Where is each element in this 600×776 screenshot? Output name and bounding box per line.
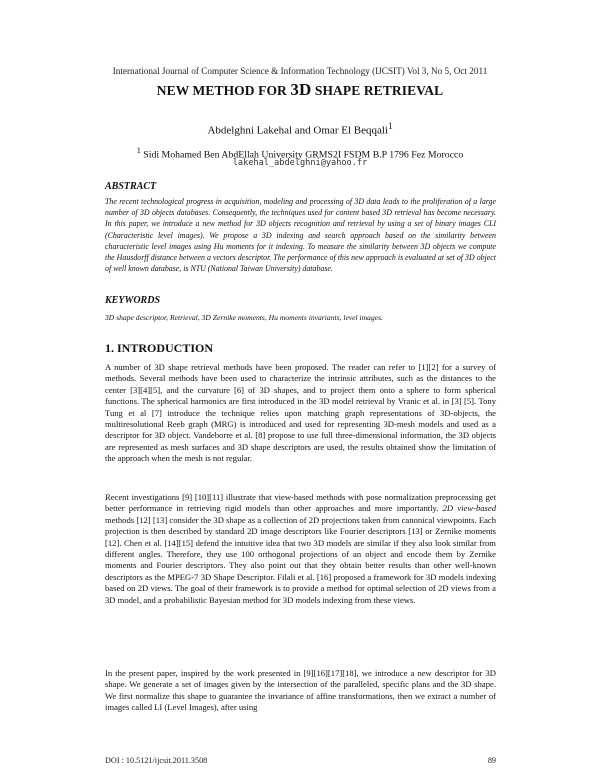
intro-paragraph-2-rest: methods [12] [13] consider the 3D shape as a collection of 2D projections taken from canonical viewpoints. Each projection is then described by standard 2D image descriptors like Fourier descriptors [13] or Zernike moments [12]. Chen et al. [14][15] defend the intuitive idea that two 3D models are similar if they also look similar from different angles. Therefore, they use 100 orthogonal projections of an object and encode them by Zernike moments and Fourier descriptors. They also point out that they obtain better results than other well-known descriptors as the MPEG-7 3D Shape Descriptor. Filali et al. [16] proposed a framework for 3D models indexing based on 2D views. The goal of their framework is to provide a method for optimal selection of 2D views from a 3D model, and a probabilistic Bayesian method for 3D models indexing from these views. xyxy=(105,514,496,605)
keywords-text: 3D shape descriptor, Retrieval, 3D Zernike moments, Hu moments invariants, level images. xyxy=(105,313,383,322)
affiliation-text: Sidi Mohamed Ben AbdEllah University GRMS2I FSDM B.P 1796 Fez Morocco xyxy=(143,149,464,161)
keywords-heading: KEYWORDS xyxy=(105,295,161,306)
intro-paragraph-3: In the present paper, inspired by the work presented in [9][16][17][18], we introduce a new descriptor for 3D shape. We generate a set of images given by the intersection of the paralleled, specific plans and the 3D shape. We first normalize this shape to guarantee the invariance of affine transformations, then we extract a number of images called LI (Level Images), after using xyxy=(105,668,496,713)
paper-title xyxy=(0,80,600,100)
affiliation-superscript: 1 xyxy=(136,146,141,155)
authors-superscript: 1 xyxy=(387,121,393,131)
intro-paragraph-2-emphasis: 2D view-based xyxy=(442,503,497,514)
intro-paragraph-1: A number of 3D shape retrieval methods have been proposed. The reader can refer to [1][2] for a survey of methods. Several methods have been used to characterize the intrinsic attributes, such as the distances to the center [3][4][5], and the curvature [6] of 3D shapes, and to project them onto a sphere to form spherical functions. The spherical harmonics are first introduced in the 3D model retrieval by Vranic et al. in [3] [5]. Tony Tung et al [7] introduce the technique relies upon matching graph representations of 3D-objects, the multiresolutional Reeb graph (MRG) is introduced and used for representing 3D-mesh models and used as a descriptor for 3D object. Vandeborre et al. [8] propose to use full three-dimensional information, the 3D objects are represented as mesh surfaces and 3D shape descriptors are used, the results obtained show the limitation of the approach when the mesh is not regular. xyxy=(105,362,496,464)
title-part-3d: 3D xyxy=(290,80,312,99)
footer-doi: DOI : 10.5121/ijcsit.2011.3508 xyxy=(105,756,208,765)
authors-names: Abdelghni Lakehal and Omar El Beqqali xyxy=(207,124,388,137)
author-email: lakehal_abdelghni@yahoo.fr xyxy=(232,158,368,168)
journal-header: International Journal of Computer Science & Information Technology (IJCSIT) Vol 3, No 5, Oct 2011 xyxy=(112,66,488,76)
abstract-heading: ABSTRACT xyxy=(105,181,157,192)
section-heading-introduction: 1. INTRODUCTION xyxy=(105,341,214,355)
intro-paragraph-2-start: Recent investigations [9] [10][11] illustrate that view-based methods with pose normalization preprocessing get better performance in retrieving rigid models than other approaches and more importantly. xyxy=(105,492,496,514)
abstract-text: The recent technological progress in acquisition, modeling and processing of 3D data leads to the proliferation of a large number of 3D objects databases. Consequently, the techniques used for content based 3D retrieval has become necessary. In this paper, we introduce a new method for 3D objects recognition and retrieval by using a set of binary images CLI (Characteristic level images). We propose a 3D indexing and search approach based on the similarity between characteristic level images using Hu moments for it indexing. To measure the similarity between 3D objects we compute the Hausdorff distance between a vectors descriptor. The performance of this new approach is evaluated at set of 3D object of well known database, is NTU (National Taiwan University) database. xyxy=(105,197,496,274)
title-part-2: SHAPE RETRIEVAL xyxy=(311,83,444,98)
paper-authors xyxy=(0,121,600,137)
page-number: 89 xyxy=(487,756,496,765)
intro-paragraph-2 xyxy=(105,492,496,606)
title-part-1: NEW METHOD FOR xyxy=(156,83,291,98)
